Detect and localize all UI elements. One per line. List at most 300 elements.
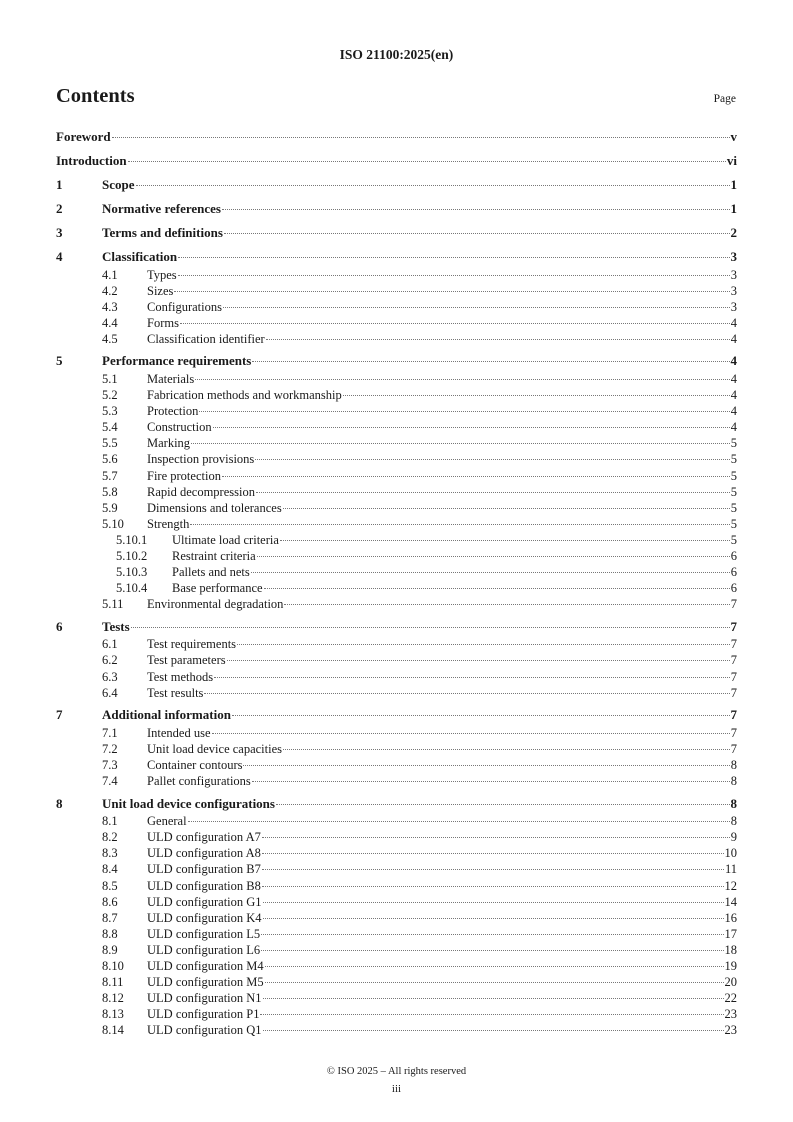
toc-entry[interactable] [56,894,737,910]
toc-dot-leader [262,853,724,854]
toc-section-number: 2 [56,201,63,216]
toc-entry-line [147,926,737,942]
toc-page-number: 23 [724,1023,737,1038]
toc-dot-leader [284,604,729,605]
toc-entry[interactable] [56,532,737,548]
toc-dot-leader [263,998,724,999]
toc-section-number: 6.4 [102,685,118,700]
toc-entry[interactable] [56,942,737,958]
toc-dot-leader [261,934,723,935]
toc-page-number: 4 [730,331,737,346]
toc-section-number: 4.2 [102,283,118,298]
toc-entry[interactable] [56,516,737,532]
footer-page-number: iii [391,1083,402,1095]
toc-entry[interactable] [56,685,737,701]
toc-page-number: 5 [730,516,737,531]
toc-page-number: v [730,129,737,144]
toc-dot-leader [214,677,730,678]
toc-page-number: 9 [730,830,737,845]
toc-entry[interactable] [56,451,737,467]
toc-entry[interactable] [56,669,737,685]
toc-section-number: 8.8 [102,926,118,941]
toc-entry[interactable] [56,725,737,741]
toc-dot-leader [212,733,730,734]
toc-dot-leader [265,982,724,983]
toc-section-number: 8.13 [102,1007,124,1022]
toc-section-title: Classification [102,249,178,264]
toc-section-number: 7.1 [102,725,118,740]
toc-group [56,224,737,243]
toc-entry[interactable] [56,468,737,484]
toc-section-title: Types [147,267,177,282]
toc-entry-line [147,331,737,347]
toc-dot-leader [112,137,730,138]
toc-section-number: 4.3 [102,299,118,314]
toc-page-number: 23 [724,1007,737,1022]
toc-section-title: ULD configuration K4 [147,910,262,925]
toc-entry[interactable] [56,974,737,990]
toc-page-number: 5 [730,468,737,483]
toc-entry-line [172,548,737,564]
toc-dot-leader [232,715,730,716]
toc-section-number: 5.4 [102,420,118,435]
toc-page-number: 11 [724,862,737,877]
toc-dot-leader [263,902,724,903]
toc-entry[interactable] [56,706,737,725]
toc-group [56,152,737,171]
toc-page-number: 14 [724,894,737,909]
toc-entry[interactable] [56,224,737,243]
toc-entry[interactable] [56,419,737,435]
toc-entry[interactable] [56,652,737,668]
footer-copyright: © ISO 2025 – All rights reserved [326,1066,467,1077]
table-of-contents [56,128,737,1044]
toc-section-number: 5.10.1 [116,532,148,547]
toc-entry[interactable] [56,371,737,387]
toc-section-title: ULD configuration L5 [147,926,261,941]
toc-section-title: Configurations [147,299,222,314]
toc-dot-leader [131,627,730,628]
toc-page-number: 16 [724,910,737,925]
toc-dot-leader [180,323,730,324]
toc-section-title: Construction [147,420,212,435]
toc-entry-line [147,757,737,773]
document-header: ISO 21100:2025(en) [339,47,454,62]
toc-entry-line [147,500,737,516]
toc-entry-line [147,942,737,958]
toc-section-title: Restraint criteria [172,549,256,563]
toc-dot-leader [178,257,729,258]
toc-entry-line [147,725,737,741]
toc-section-title: Marking [147,436,191,451]
toc-dot-leader [262,886,724,887]
toc-entry[interactable] [56,200,737,219]
toc-section-title: ULD configuration N1 [147,991,262,1006]
toc-page-number: 7 [730,618,737,634]
toc-entry-line [147,652,737,668]
toc-entry-line [147,315,737,331]
toc-section-number: 4.1 [102,267,118,282]
toc-section-number: 5.7 [102,468,118,483]
toc-section-title: Container contours [147,757,243,772]
toc-entry-line [102,352,737,371]
toc-entry[interactable] [56,618,737,637]
toc-section-title: Tests [102,618,130,634]
toc-dot-leader [251,572,730,573]
toc-page-number: 7 [730,685,737,700]
toc-dot-leader [252,361,729,362]
toc-dot-leader [260,1014,723,1015]
toc-section-title: ULD configuration P1 [147,1007,260,1022]
toc-section-number: 7.2 [102,741,118,756]
toc-entry[interactable] [56,926,737,942]
toc-section-title: Terms and definitions [102,225,223,240]
toc-dot-leader [190,524,729,525]
toc-page-number: 5 [730,484,737,499]
toc-page-number: 6 [730,565,737,580]
toc-entry[interactable] [56,795,737,814]
toc-entry[interactable] [56,299,737,315]
toc-section-number: 8.6 [102,894,118,909]
toc-page-number: 4 [730,388,737,403]
toc-section-title: ULD configuration B8 [147,878,261,893]
toc-dot-leader [199,411,729,412]
toc-section-title: Fabrication methods and workmanship [147,388,342,403]
toc-section-title: Scope [102,177,135,192]
page-column-label: Page [713,93,736,105]
toc-entry[interactable] [56,176,737,195]
toc-group [56,706,737,789]
toc-section-number: 8.9 [102,942,118,957]
toc-section-title: Test requirements [147,637,237,652]
toc-page-number: 6 [730,581,737,596]
toc-section-number: 5.10.2 [116,549,148,563]
toc-section-number: 5.6 [102,452,118,467]
toc-section-title: Base performance [172,581,263,596]
toc-section-title: ULD configuration G1 [147,894,262,909]
toc-entry-line [147,990,737,1006]
toc-entry[interactable] [56,435,737,451]
toc-entry-line [147,1006,737,1022]
toc-entry-line [147,267,737,283]
toc-section-title: Protection [147,404,199,419]
toc-entry-line [147,813,737,829]
toc-entry-line [172,532,737,548]
toc-page-number: 5 [730,532,737,547]
toc-section-title: Environmental degradation [147,597,284,612]
toc-entry-line [147,910,737,926]
toc-page-number: 5 [730,436,737,451]
toc-entry-line [102,618,737,637]
toc-group [56,795,737,1039]
toc-page-number: 4 [730,404,737,419]
toc-page-number: 7 [730,707,737,723]
toc-page-number: 19 [724,958,737,973]
toc-section-number: 8.7 [102,910,118,925]
toc-entry[interactable] [56,861,737,877]
toc-section-title: ULD configuration Q1 [147,1023,262,1038]
toc-entry[interactable] [56,636,737,652]
toc-section-title: ULD configuration A7 [147,830,261,845]
toc-page-number: 3 [730,267,737,282]
toc-section-number: 3 [56,225,63,240]
toc-dot-leader [343,395,730,396]
toc-dot-leader [128,161,726,162]
toc-entry[interactable] [56,829,737,845]
toc-entry-line [147,596,737,612]
toc-dot-leader [222,476,730,477]
toc-entry[interactable] [56,267,737,283]
toc-page-number: 5 [730,500,737,515]
toc-section-number: 5.8 [102,484,118,499]
toc-page-number: 2 [730,225,737,240]
toc-page-number: 22 [724,991,737,1006]
toc-section-title: Pallet configurations [147,774,251,789]
toc-page-number: 17 [724,926,737,941]
toc-section-number: 7 [56,707,63,723]
toc-entry[interactable] [56,813,737,829]
toc-page-number: vi [726,153,737,168]
toc-section-number: 8.4 [102,862,118,877]
toc-dot-leader [223,307,730,308]
toc-section-number: 5.10 [102,516,124,531]
toc-entry-line [102,176,737,195]
toc-section-number: 4.4 [102,315,118,330]
toc-entry-line [147,958,737,974]
toc-dot-leader [237,644,730,645]
toc-section-number: 5.3 [102,404,118,419]
toc-section-number: 8 [56,795,63,811]
toc-page-number: 5 [730,452,737,467]
toc-entry-line [147,636,737,652]
toc-page-number: 6 [730,549,737,563]
toc-section-title: Forms [147,315,179,330]
toc-entry[interactable] [56,548,737,564]
toc-section-title: Test methods [147,669,214,684]
toc-section-title: Foreword [56,129,111,144]
toc-section-title: Pallets and nets [172,565,250,580]
toc-entry[interactable] [56,500,737,516]
toc-section-title: Strength [147,516,190,531]
toc-entry-line [102,795,737,814]
toc-entry[interactable] [56,596,737,612]
toc-entry-line [147,669,737,685]
toc-section-number: 5.1 [102,371,118,386]
toc-page-number: 7 [730,725,737,740]
toc-entry-line [172,564,737,580]
toc-section-number: 8.14 [102,1023,124,1038]
toc-entry[interactable] [56,128,737,147]
toc-page-number: 12 [724,878,737,893]
toc-entry-line [56,128,737,147]
toc-entry-line [147,829,737,845]
toc-entry[interactable] [56,757,737,773]
toc-section-number: 5.10.4 [116,581,148,596]
toc-group [56,618,737,701]
toc-entry-line [147,741,737,757]
toc-page-number: 7 [730,741,737,756]
toc-entry[interactable] [56,352,737,371]
toc-dot-leader [264,588,730,589]
toc-page-number: 8 [730,814,737,829]
toc-section-title: Normative references [102,201,221,216]
toc-page-number: 1 [730,201,737,216]
toc-entry-line [147,974,737,990]
toc-section-number: 6.3 [102,669,118,684]
toc-dot-leader [243,765,729,766]
toc-entry[interactable] [56,315,737,331]
toc-dot-leader [266,339,730,340]
toc-dot-leader [191,443,730,444]
toc-section-number: 7.4 [102,774,118,789]
toc-entry[interactable] [56,845,737,861]
toc-section-number: 5.11 [102,597,124,612]
toc-group [56,176,737,195]
toc-page-number: 4 [730,353,737,369]
toc-page-number: 20 [724,975,737,990]
toc-dot-leader [256,492,730,493]
toc-page-number: 8 [730,795,737,811]
toc-section-number: 8.3 [102,846,118,861]
toc-page-number: 8 [730,757,737,772]
toc-entry[interactable] [56,484,737,500]
toc-entry[interactable] [56,331,737,347]
toc-section-title: ULD configuration M4 [147,958,264,973]
toc-section-title: Intended use [147,725,211,740]
toc-section-title: ULD configuration M5 [147,975,264,990]
toc-entry-line [147,1022,737,1038]
toc-section-title: Ultimate load criteria [172,532,279,547]
toc-entry-line [102,248,737,267]
toc-entry-line [102,200,737,219]
toc-page-number: 3 [730,299,737,314]
toc-section-title: Rapid decompression [147,484,255,499]
toc-dot-leader [262,869,724,870]
toc-dot-leader [222,209,730,210]
toc-entry[interactable] [56,958,737,974]
toc-section-title: Unit load device configurations [102,795,275,811]
toc-dot-leader [174,291,729,292]
toc-entry-line [102,224,737,243]
toc-page-number: 7 [730,637,737,652]
toc-section-title: ULD configuration L6 [147,942,261,957]
toc-entry[interactable] [56,878,737,894]
toc-entry[interactable] [56,564,737,580]
toc-dot-leader [263,918,724,919]
toc-page-number: 10 [724,846,737,861]
toc-entry-line [147,419,737,435]
toc-entry-line [147,283,737,299]
toc-entry-line [147,435,737,451]
toc-section-number: 8.10 [102,958,124,973]
toc-section-number: 4 [56,249,63,264]
toc-entry[interactable] [56,1006,737,1022]
toc-dot-leader [255,459,729,460]
toc-section-number: 1 [56,177,63,192]
toc-entry[interactable] [56,580,737,596]
toc-page-number: 7 [730,669,737,684]
toc-entry-line [147,299,737,315]
toc-entry-line [147,403,737,419]
toc-section-number: 6.2 [102,653,118,668]
toc-dot-leader [283,749,730,750]
toc-entry-line [56,152,737,171]
toc-dot-leader [283,508,730,509]
toc-section-number: 8.2 [102,830,118,845]
toc-page-number: 4 [730,315,737,330]
toc-section-number: 5.5 [102,436,118,451]
toc-section-title: ULD configuration B7 [147,862,261,877]
toc-dot-leader [276,804,730,805]
toc-entry-line [147,894,737,910]
toc-entry-line [147,773,737,789]
toc-entry[interactable] [56,1022,737,1038]
toc-entry-line [147,845,737,861]
toc-section-number: 6.1 [102,637,118,652]
toc-section-number: 8.12 [102,991,124,1006]
toc-section-number: 6 [56,618,63,634]
toc-dot-leader [265,966,724,967]
toc-entry[interactable] [56,403,737,419]
toc-entry[interactable] [56,152,737,171]
toc-section-title: Unit load device capacities [147,741,283,756]
toc-entry[interactable] [56,387,737,403]
toc-section-title: Inspection provisions [147,452,255,467]
toc-dot-leader [261,950,723,951]
toc-page-number: 3 [730,283,737,298]
toc-entry[interactable] [56,773,737,789]
toc-dot-leader [280,540,730,541]
toc-entry-line [147,451,737,467]
toc-section-title: Materials [147,371,195,386]
toc-section-number: 8.1 [102,814,118,829]
toc-section-title: Fire protection [147,468,221,483]
toc-section-title: Performance requirements [102,353,252,369]
toc-entry-line [147,861,737,877]
toc-group [56,248,737,347]
toc-entry-line [102,706,737,725]
toc-dot-leader [188,821,730,822]
toc-entry[interactable] [56,990,737,1006]
toc-dot-leader [262,837,730,838]
toc-section-number: 4.5 [102,331,118,346]
contents-title: Contents [56,85,135,107]
toc-dot-leader [213,427,730,428]
toc-section-number: 5 [56,353,63,369]
toc-section-title: Sizes [147,283,174,298]
toc-entry[interactable] [56,248,737,267]
toc-entry[interactable] [56,283,737,299]
toc-page-number: 4 [730,420,737,435]
toc-dot-leader [227,660,730,661]
toc-dot-leader [204,693,729,694]
toc-section-title: Additional information [102,707,231,723]
toc-entry-line [147,484,737,500]
toc-dot-leader [257,556,730,557]
toc-section-number: 8.11 [102,975,124,990]
toc-page-number: 4 [730,371,737,386]
toc-dot-leader [263,1030,724,1031]
toc-section-number: 5.2 [102,388,118,403]
toc-entry-line [147,516,737,532]
toc-entry-line [147,387,737,403]
toc-entry-line [147,685,737,701]
toc-entry[interactable] [56,910,737,926]
toc-entry[interactable] [56,741,737,757]
toc-page-number: 3 [730,249,737,264]
toc-group [56,200,737,219]
toc-entry-line [147,371,737,387]
